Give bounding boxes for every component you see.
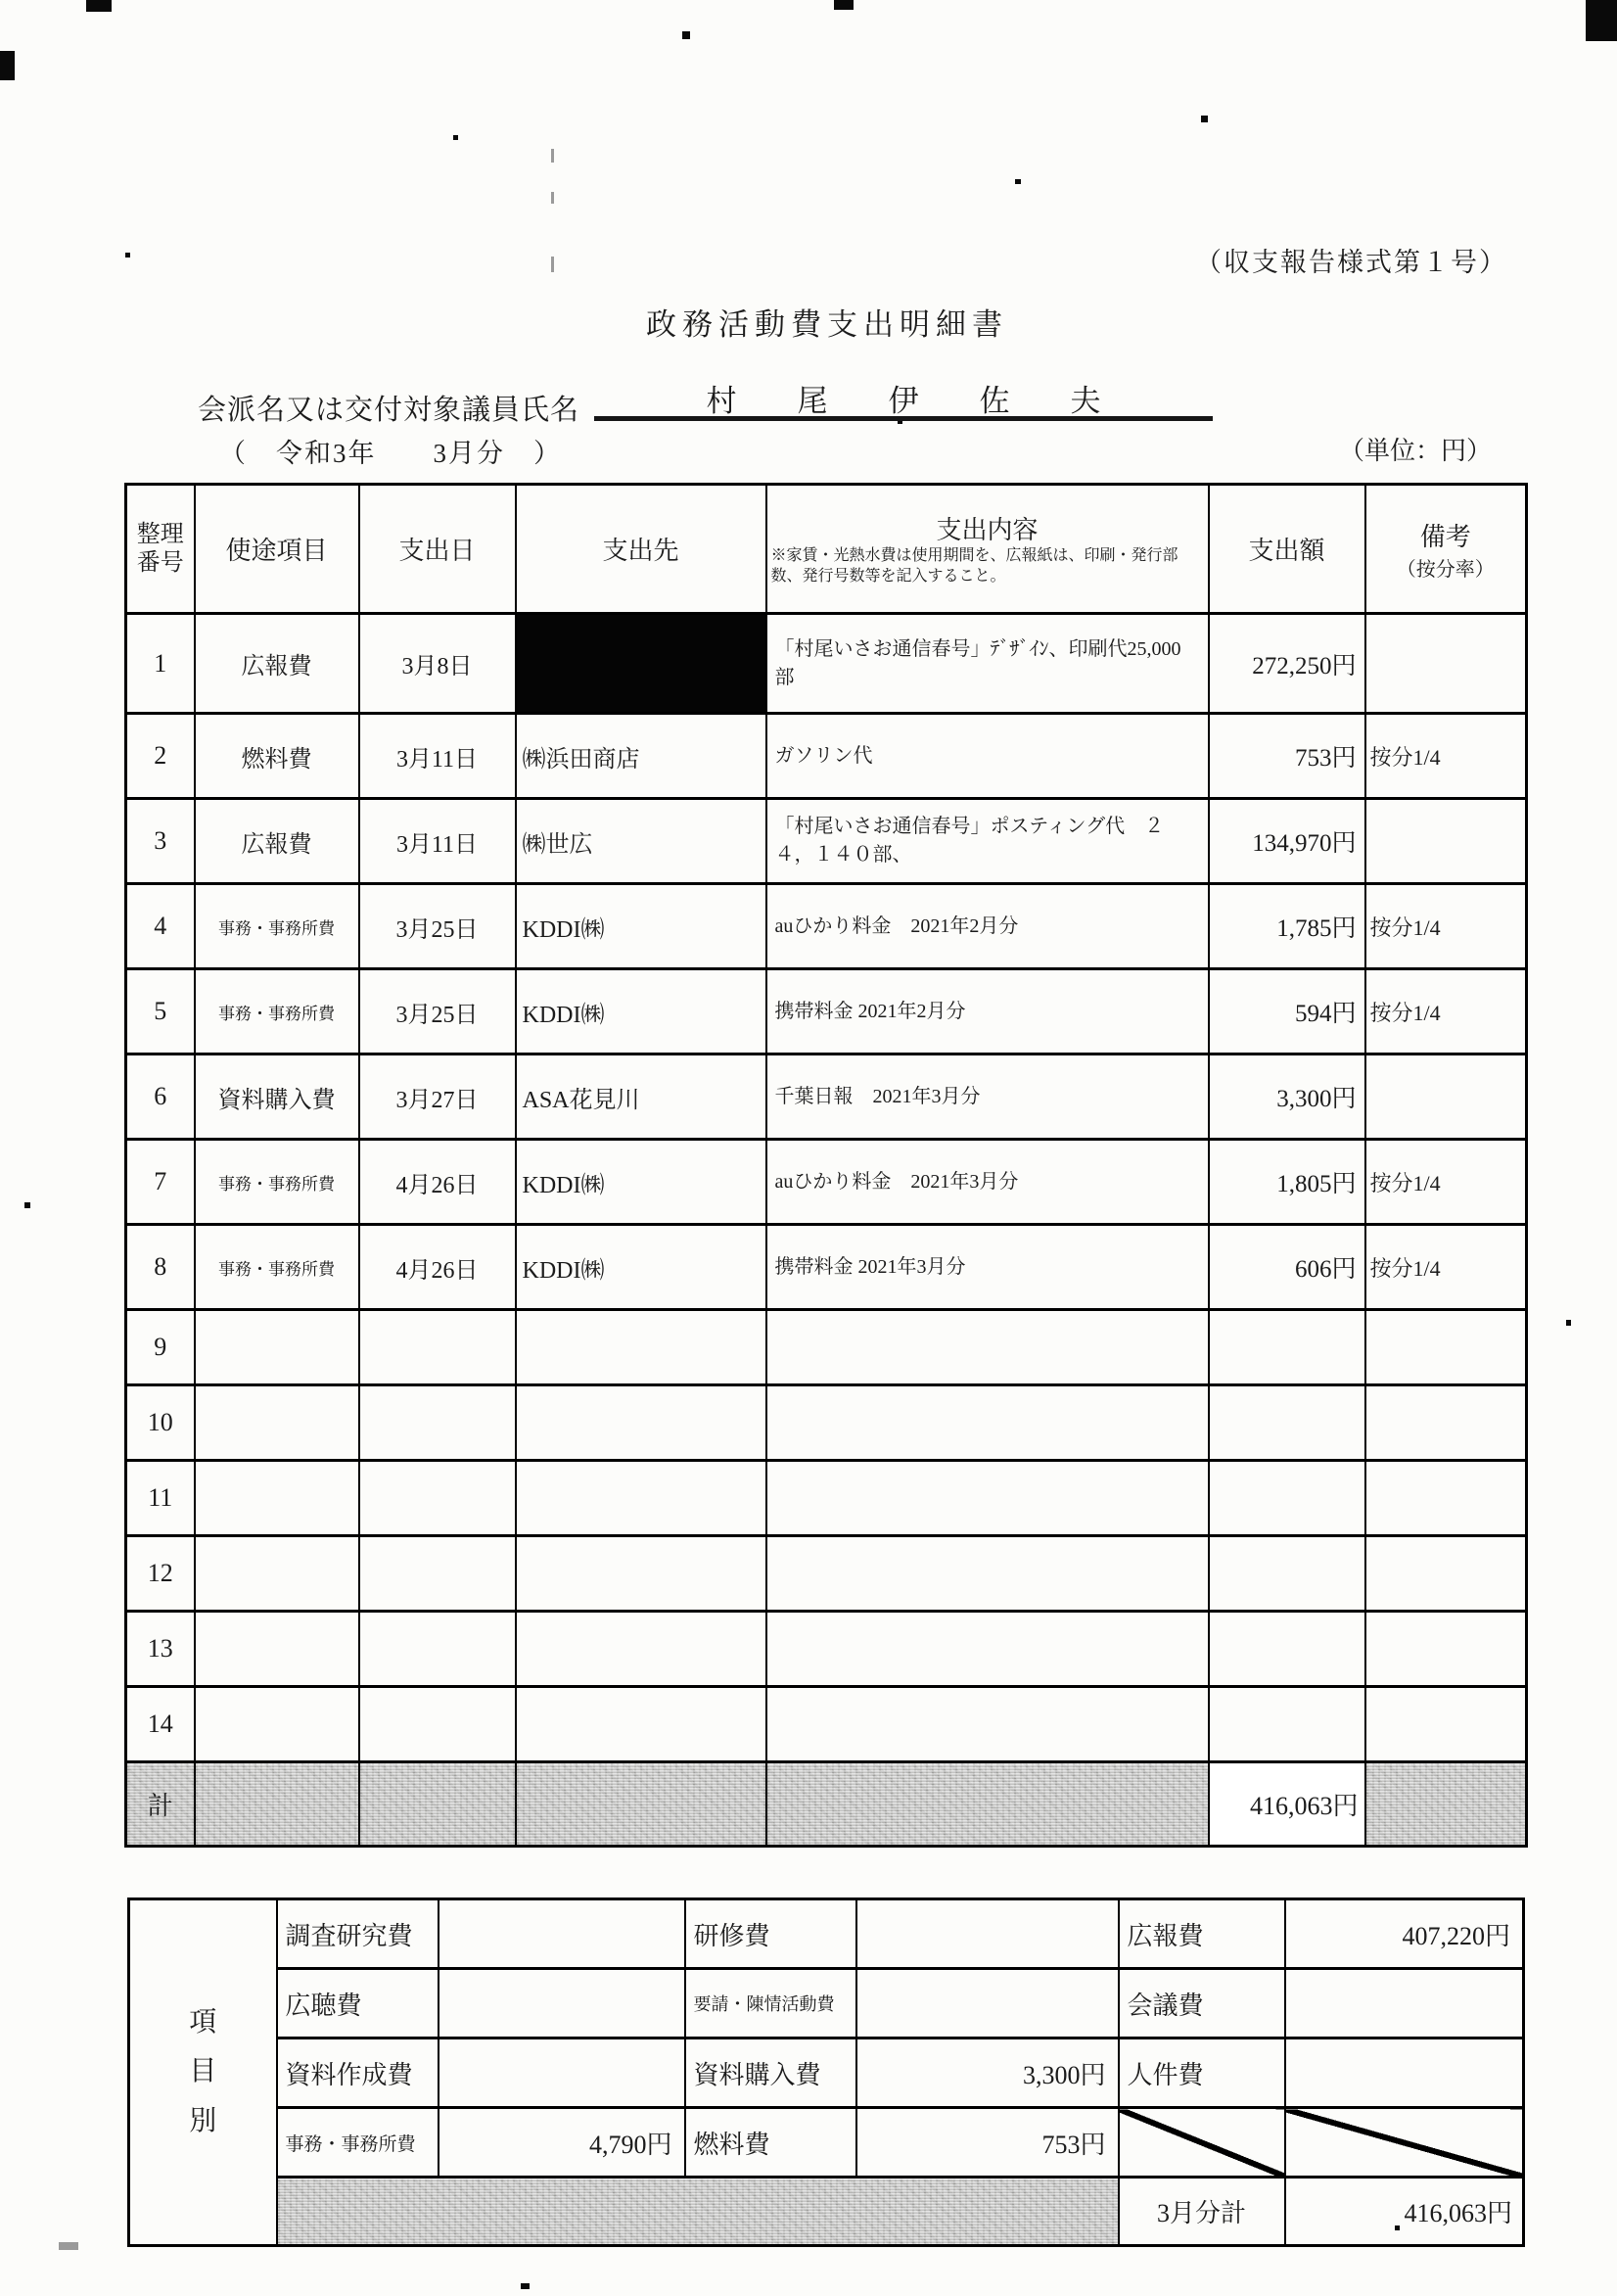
total-shaded-cell [1365, 1762, 1527, 1847]
summary-label: 資料作成費 [277, 2038, 439, 2108]
report-period: （ 令和3年 3月分 ） [219, 439, 562, 468]
total-row [126, 1762, 1527, 1847]
total-shaded-cell [195, 1762, 359, 1847]
header-serial-number [126, 485, 195, 614]
scan-speck [521, 2283, 530, 2289]
cell-date: 4月26日 [359, 1140, 516, 1225]
summary-label: 燃料費 [685, 2108, 856, 2178]
cell-date: 3月11日 [359, 799, 516, 884]
cell-note [1365, 1536, 1527, 1612]
summary-label: 研修費 [685, 1899, 856, 1969]
summary-label: 資料購入費 [685, 2038, 856, 2108]
cell-payee [516, 1461, 766, 1536]
cell-content: 千葉日報 2021年3月分 [766, 1054, 1209, 1140]
cell-note [1365, 1054, 1527, 1140]
cell-no: 3 [126, 799, 195, 884]
cell-no: 1 [126, 614, 195, 714]
summary-value: 753円 [856, 2108, 1119, 2178]
cell-payee: KDDI㈱ [516, 1140, 766, 1225]
expense-row-empty [126, 1461, 1527, 1536]
cell-content: 携帯料金 2021年2月分 [766, 969, 1209, 1054]
cell-no: 2 [126, 714, 195, 799]
scan-speck [1015, 179, 1021, 184]
cell-item: 事務・事務所費 [195, 1140, 359, 1225]
cell-content [766, 1612, 1209, 1687]
crossed-out-cell [1119, 2108, 1285, 2178]
cell-amount: 134,970円 [1209, 799, 1365, 884]
cell-date [359, 1310, 516, 1385]
cell-item: 事務・事務所費 [195, 969, 359, 1054]
summary-total-row [129, 2178, 1524, 2246]
cell-item: 広報費 [195, 799, 359, 884]
cell-amount: 272,250円 [1209, 614, 1365, 714]
cell-note [1365, 1612, 1527, 1687]
summary-shaded-cell [277, 2178, 1119, 2246]
scan-speck [1201, 116, 1208, 122]
scan-speck [682, 31, 690, 39]
summary-label: 広聴費 [277, 1969, 439, 2038]
cell-item: 事務・事務所費 [195, 1225, 359, 1310]
cell-content [766, 1687, 1209, 1762]
expense-row [126, 1225, 1527, 1310]
crossed-out-cell [1285, 2108, 1524, 2178]
header-use-item: 使途項目 [195, 485, 359, 614]
cell-item: 燃料費 [195, 714, 359, 799]
table-header-row [126, 485, 1527, 614]
summary-value [856, 1969, 1119, 2038]
cell-amount: 3,300円 [1209, 1054, 1365, 1140]
summary-value [1285, 2038, 1524, 2108]
cell-item: 資料購入費 [195, 1054, 359, 1140]
cell-payee: ㈱浜田商店 [516, 714, 766, 799]
summary-value [856, 1899, 1119, 1969]
cell-payee [516, 1385, 766, 1461]
cell-date [359, 1687, 516, 1762]
header-content-note: ※家賃・光熱水費は使用期間を、広報紙は、印刷・発行部数、発行号数等を記入すること。 [770, 547, 1178, 585]
cell-note: 按分1/4 [1365, 1140, 1527, 1225]
cell-item [195, 1310, 359, 1385]
member-name-label: 会派名又は交付対象議員氏名 [198, 395, 580, 426]
cell-item: 広報費 [195, 614, 359, 714]
cell-no: 7 [126, 1140, 195, 1225]
expense-row-empty [126, 1385, 1527, 1461]
cell-amount: 1,805円 [1209, 1140, 1365, 1225]
header-serial-line2: 番号 [136, 549, 184, 576]
cell-item [195, 1536, 359, 1612]
cell-amount: 753円 [1209, 714, 1365, 799]
scan-speck [551, 192, 554, 204]
cell-date: 3月27日 [359, 1054, 516, 1140]
scan-speck [834, 0, 854, 10]
cell-date [359, 1536, 516, 1612]
form-number-note: （収支報告様式第１号） [1195, 248, 1507, 277]
cell-note: 按分1/4 [1365, 969, 1527, 1054]
total-amount: 416,063円 [1209, 1762, 1365, 1847]
scan-speck [1566, 1320, 1571, 1326]
cell-date [359, 1385, 516, 1461]
cell-no: 8 [126, 1225, 195, 1310]
redacted-payee-box [516, 614, 766, 714]
cell-note [1365, 1310, 1527, 1385]
summary-label: 会議費 [1119, 1969, 1285, 2038]
cell-payee: KDDI㈱ [516, 969, 766, 1054]
header-serial-line1: 整理 [136, 521, 184, 547]
expense-detail-table [124, 483, 1528, 1848]
expense-row [126, 1054, 1527, 1140]
cell-amount [1209, 1461, 1365, 1536]
cell-amount: 606円 [1209, 1225, 1365, 1310]
expense-row [126, 884, 1527, 969]
member-name-value: 村 尾 伊 佐 夫 [594, 376, 1213, 421]
scan-speck [59, 2242, 78, 2250]
expense-row-empty [126, 1536, 1527, 1612]
expense-row [126, 714, 1527, 799]
summary-total-label: 3月分計 [1119, 2178, 1285, 2246]
cell-payee: ㈱世広 [516, 799, 766, 884]
scan-speck [551, 149, 554, 163]
summary-label: 広報費 [1119, 1899, 1285, 1969]
cell-content: 「村尾いさお通信春号」ﾃﾞｻﾞｲﾝ、印刷代25,000部 [766, 614, 1209, 714]
cell-date: 3月25日 [359, 884, 516, 969]
header-remarks-line1: 備考 [1419, 522, 1471, 551]
summary-side-label [129, 1899, 277, 2246]
cell-no: 5 [126, 969, 195, 1054]
cell-no: 14 [126, 1687, 195, 1762]
cell-no: 6 [126, 1054, 195, 1140]
scan-speck [1586, 0, 1617, 41]
expense-row-empty [126, 1687, 1527, 1762]
cell-content: 携帯料金 2021年3月分 [766, 1225, 1209, 1310]
summary-value [439, 1969, 685, 2038]
summary-side-label-text: 項目別 [189, 2006, 217, 2136]
expense-row [126, 614, 1527, 714]
summary-total-value: 416,063円 [1285, 2178, 1524, 2246]
header-content-title: 支出内容 [936, 516, 1039, 545]
cell-item [195, 1385, 359, 1461]
header-remarks-line2: （按分率） [1396, 558, 1495, 581]
summary-row [129, 1969, 1524, 2038]
cell-no: 9 [126, 1310, 195, 1385]
total-label: 計 [126, 1762, 195, 1847]
expense-row-empty [126, 1612, 1527, 1687]
summary-row [129, 2038, 1524, 2108]
cell-note [1365, 1385, 1527, 1461]
summary-value: 3,300円 [856, 2038, 1119, 2108]
cell-content [766, 1461, 1209, 1536]
header-expense-date: 支出日 [359, 485, 516, 614]
cell-payee [516, 1612, 766, 1687]
expense-row-empty [126, 1310, 1527, 1385]
cell-content [766, 1310, 1209, 1385]
summary-value [439, 1899, 685, 1969]
cell-note [1365, 1461, 1527, 1536]
cell-item [195, 1461, 359, 1536]
summary-label: 要請・陳情活動費 [685, 1969, 856, 2038]
cell-amount: 1,785円 [1209, 884, 1365, 969]
summary-row [129, 2108, 1524, 2178]
cell-no: 12 [126, 1536, 195, 1612]
cell-note [1365, 799, 1527, 884]
cell-note [1365, 614, 1527, 714]
cell-date: 3月25日 [359, 969, 516, 1054]
cell-amount [1209, 1612, 1365, 1687]
scan-speck [551, 257, 554, 272]
cell-content: 「村尾いさお通信春号」ポスティング代 ２４，１４０部、 [766, 799, 1209, 884]
summary-row [129, 1899, 1524, 1969]
cell-payee: KDDI㈱ [516, 1225, 766, 1310]
cell-content: ガソリン代 [766, 714, 1209, 799]
unit-note: （単位：円） [1339, 437, 1493, 465]
cell-note: 按分1/4 [1365, 1225, 1527, 1310]
cell-date: 3月11日 [359, 714, 516, 799]
cell-date [359, 1612, 516, 1687]
total-shaded-cell [516, 1762, 766, 1847]
cell-content: auひかり料金 2021年2月分 [766, 884, 1209, 969]
summary-value [439, 2038, 685, 2108]
cell-amount [1209, 1687, 1365, 1762]
total-shaded-cell [766, 1762, 1209, 1847]
cell-date [359, 1461, 516, 1536]
cell-date: 4月26日 [359, 1225, 516, 1310]
cell-content: auひかり料金 2021年3月分 [766, 1140, 1209, 1225]
cell-note: 按分1/4 [1365, 714, 1527, 799]
scan-speck [86, 0, 112, 12]
summary-label: 調査研究費 [277, 1899, 439, 1969]
cell-amount [1209, 1310, 1365, 1385]
expense-row [126, 1140, 1527, 1225]
summary-label: 人件費 [1119, 2038, 1285, 2108]
cell-amount [1209, 1536, 1365, 1612]
cell-content [766, 1536, 1209, 1612]
cell-item: 事務・事務所費 [195, 884, 359, 969]
summary-label: 事務・事務所費 [277, 2108, 439, 2178]
summary-value: 407,220円 [1285, 1899, 1524, 1969]
cell-payee [516, 1536, 766, 1612]
page-title: 政務活動費支出明細書 [646, 307, 1008, 342]
scan-speck [453, 135, 458, 140]
expense-row [126, 799, 1527, 884]
expense-row [126, 969, 1527, 1054]
scan-speck [24, 1202, 30, 1208]
header-payee: 支出先 [516, 485, 766, 614]
cell-payee [516, 1310, 766, 1385]
cell-no: 10 [126, 1385, 195, 1461]
header-expense-content [766, 485, 1209, 614]
summary-value [1285, 1969, 1524, 2038]
cell-content [766, 1385, 1209, 1461]
cell-amount: 594円 [1209, 969, 1365, 1054]
cell-date: 3月8日 [359, 614, 516, 714]
scan-speck [125, 253, 130, 258]
scan-speck [0, 51, 15, 80]
category-summary-table [127, 1898, 1525, 2247]
cell-item [195, 1612, 359, 1687]
cell-note [1365, 1687, 1527, 1762]
header-amount: 支出額 [1209, 485, 1365, 614]
cell-no: 4 [126, 884, 195, 969]
cell-payee: ASA花見川 [516, 1054, 766, 1140]
total-shaded-cell [359, 1762, 516, 1847]
cell-payee: KDDI㈱ [516, 884, 766, 969]
cell-payee [516, 1687, 766, 1762]
cell-no: 11 [126, 1461, 195, 1536]
header-remarks [1365, 485, 1527, 614]
summary-value: 4,790円 [439, 2108, 685, 2178]
cell-no: 13 [126, 1612, 195, 1687]
cell-item [195, 1687, 359, 1762]
cell-note: 按分1/4 [1365, 884, 1527, 969]
cell-amount [1209, 1385, 1365, 1461]
